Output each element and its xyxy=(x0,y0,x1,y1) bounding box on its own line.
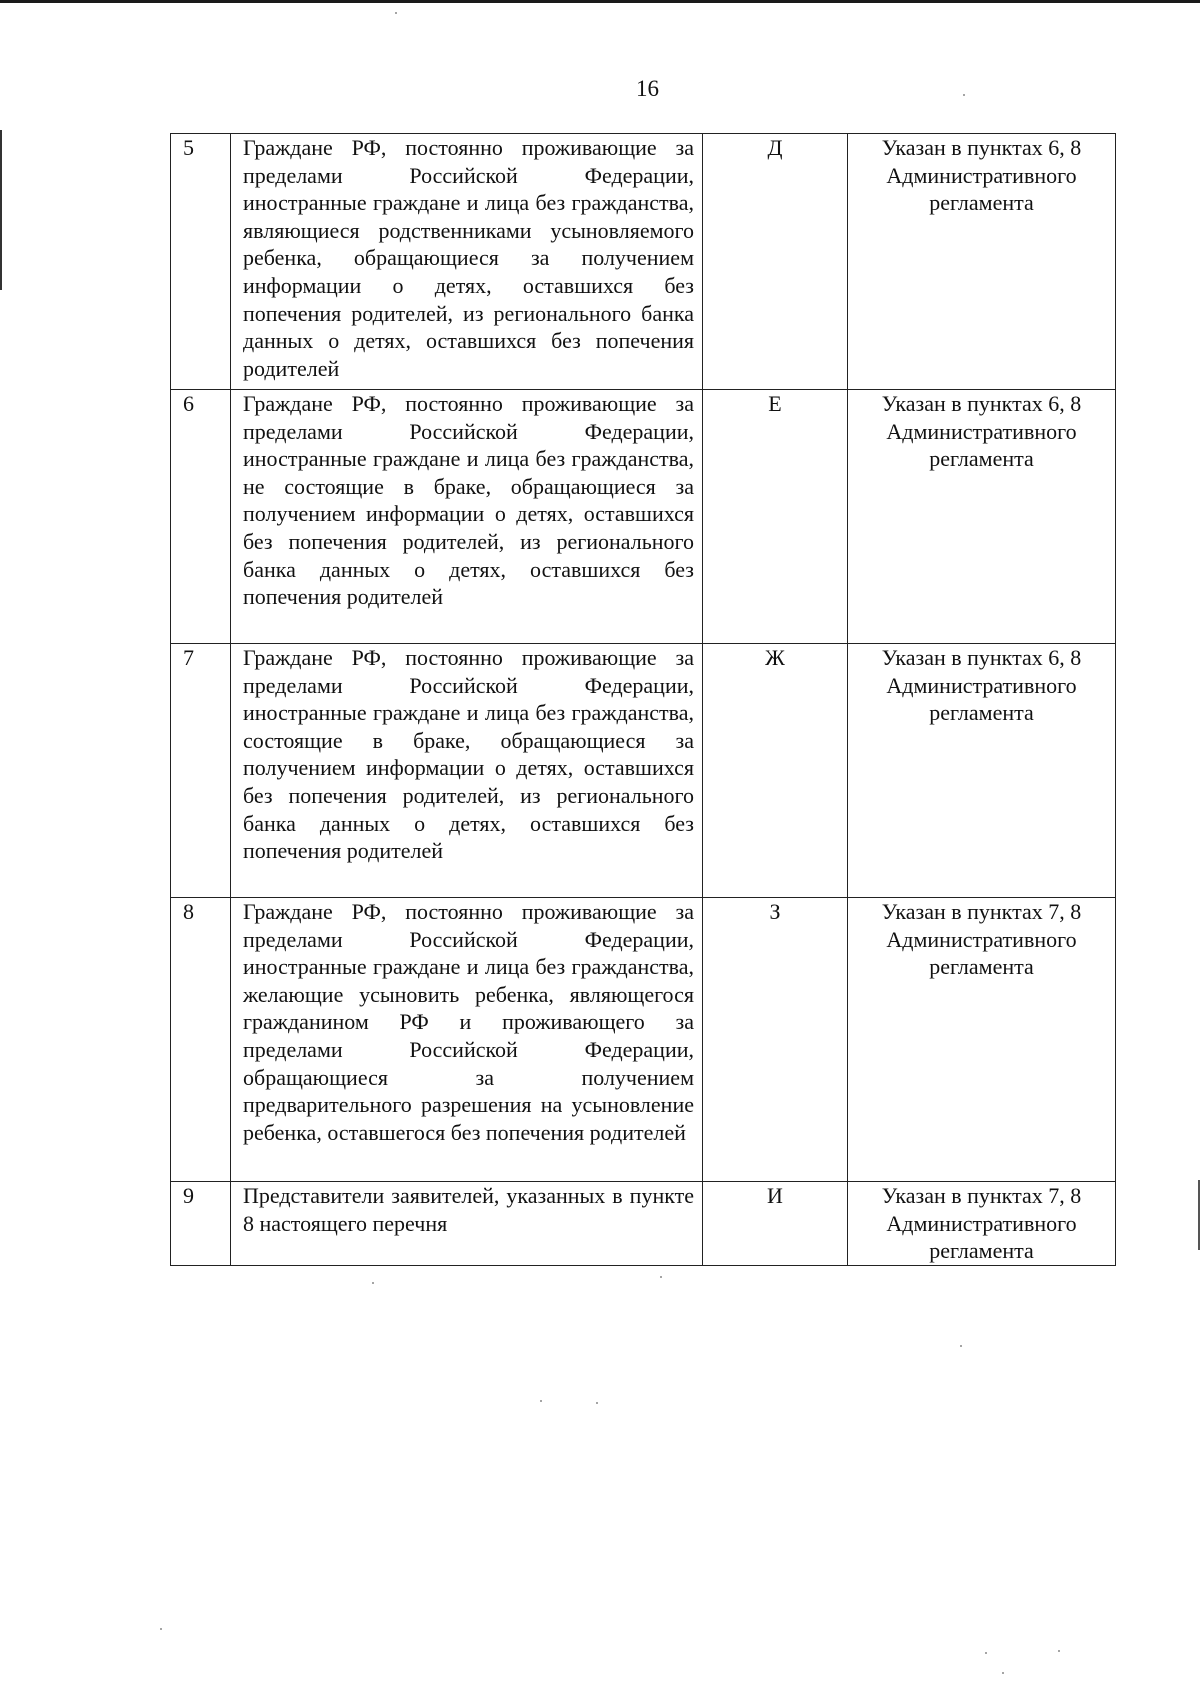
row-number: 5 xyxy=(171,134,231,390)
scan-speck xyxy=(1058,1650,1060,1652)
row-number: 9 xyxy=(171,1182,231,1266)
scan-speck xyxy=(540,1400,542,1402)
applicants-table xyxy=(170,133,1116,1266)
scan-speck xyxy=(985,1652,987,1654)
scan-speck xyxy=(960,1345,962,1347)
scan-speck xyxy=(160,1628,162,1630)
applicant-code: Д xyxy=(703,134,848,390)
regulation-reference: Указан в пунктах 6, 8 Административного регламента xyxy=(881,135,1082,216)
applicant-code: З xyxy=(703,898,848,1182)
regulation-reference: Указан в пунктах 6, 8 Административного регламента xyxy=(881,391,1082,472)
regulation-reference-cell xyxy=(848,134,1116,390)
regulation-reference: Указан в пунктах 7, 8 Административного регламента xyxy=(881,1183,1082,1264)
applicant-code: Е xyxy=(703,390,848,644)
scan-speck xyxy=(596,1402,598,1404)
applicant-code: И xyxy=(703,1182,848,1266)
applicant-category: Граждане РФ, постоянно проживающие за пределами Российской Федерации, иностранные граждане и лица без гражданства, являющиеся родственниками усыновляемого ребенка, обращающиеся за получением информации о детях, оставшихся без попечения родителей, из регионального банка данных о детях, оставшихся без попечения родителей xyxy=(243,135,694,381)
table-row xyxy=(171,390,1116,644)
table-row xyxy=(171,898,1116,1182)
scan-speck xyxy=(395,12,397,14)
applicant-code: Ж xyxy=(703,644,848,898)
regulation-reference-cell xyxy=(848,898,1116,1182)
scan-speck xyxy=(1002,1672,1004,1674)
scan-edge-top xyxy=(0,0,1200,3)
row-number: 7 xyxy=(171,644,231,898)
applicant-category-cell xyxy=(231,390,703,644)
applicant-category: Граждане РФ, постоянно проживающие за пределами Российской Федерации, иностранные граждане и лица без гражданства, состоящие в браке, обращающиеся за получением информации о детях, оставшихся без попечения родителей, из регионального банка данных о детях, оставшихся без попечения родителей xyxy=(243,645,694,864)
table-row xyxy=(171,644,1116,898)
scan-speck xyxy=(372,1282,374,1284)
applicant-category-cell xyxy=(231,134,703,390)
applicant-category: Граждане РФ, постоянно проживающие за пределами Российской Федерации, иностранные граждане и лица без гражданства, желающие усыновить ребенка, являющегося гражданином РФ и проживающего за пределами Российской Федерации, обращающиеся за получением предварительного разрешения на усыновление ребенка, оставшегося без попечения родителей xyxy=(243,899,694,1145)
applicant-category: Представители заявителей, указанных в пункте 8 настоящего перечня xyxy=(243,1183,694,1236)
table-row xyxy=(171,134,1116,390)
regulation-reference: Указан в пунктах 6, 8 Административного регламента xyxy=(881,645,1082,726)
row-number: 8 xyxy=(171,898,231,1182)
applicant-category-cell xyxy=(231,1182,703,1266)
row-number: 6 xyxy=(171,390,231,644)
scan-speck xyxy=(660,1276,662,1278)
applicant-category-cell xyxy=(231,898,703,1182)
applicant-category: Граждане РФ, постоянно проживающие за пределами Российской Федерации, иностранные граждане и лица без гражданства, не состоящие в браке, обращающиеся за получением информации о детях, оставшихся без попечения родителей, из регионального банка данных о детях, оставшихся без попечения родителей xyxy=(243,391,694,610)
scan-edge-left xyxy=(0,130,2,290)
applicant-category-cell xyxy=(231,644,703,898)
page-number: 16 xyxy=(636,76,659,101)
regulation-reference: Указан в пунктах 7, 8 Административного регламента xyxy=(881,899,1082,980)
regulation-reference-cell xyxy=(848,644,1116,898)
regulation-reference-cell xyxy=(848,1182,1116,1266)
table-row xyxy=(171,1182,1116,1266)
scan-speck xyxy=(963,94,965,96)
regulation-reference-cell xyxy=(848,390,1116,644)
